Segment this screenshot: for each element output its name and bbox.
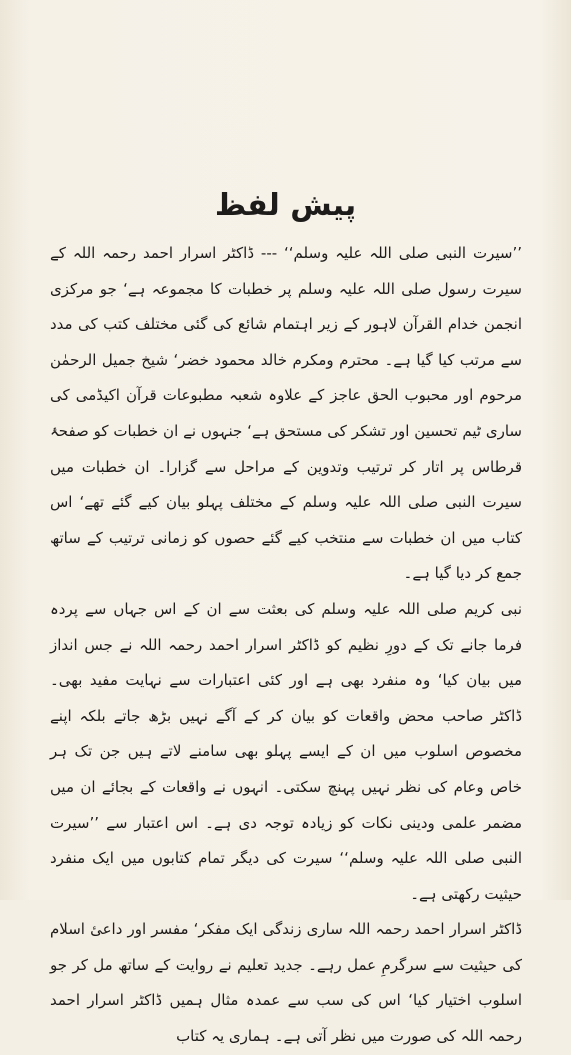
paragraph-3: ڈاکٹر اسرار احمد رحمہ اللہ ساری زندگی ایک مفکر‘ مفسر اور داعیٔ اسلام کی حیثیت سے سرگرمِ عمل رہے۔ جدید تعلیم نے روایت کے ساتھ مل کر جو اسلوب اختیار کیا‘ اس کی سب سے عمدہ مثال ہمیں ڈاکٹر اسرار احمد رحمہ اللہ کی صورت میں نظر آتی ہے۔ ہماری یہ کتاب: [50, 920, 522, 1046]
preface-body: [50, 236, 522, 1055]
paragraph-1: ’’سیرت النبی صلی اللہ علیہ وسلم‘‘ --- ڈاکٹر اسرار احمد رحمہ اللہ کے سیرت رسول صلی اللہ علیہ وسلم پر خطبات کا مجموعہ ہے‘ جو مرکزی انجمن خدام القرآن لاہور کے زیر اہتمام شائع کی گئی مختلف کتب کی مدد سے مرتب کیا گیا ہے۔ محترم ومکرم خالد محمود خضر‘ شیخ جمیل الرحمٰن مرحوم اور محبوب الحق عاجز کے علاوہ شعبہ مطبوعات قرآن اکیڈمی کی ساری ٹیم تحسین اور تشکر کی مستحق ہے‘ جنہوں نے ان خطبات کو صفحۂ قرطاس پر اتار کر ترتیب وتدوین کے مراحل سے گزارا۔ ان خطبات میں سیرت النبی صلی اللہ علیہ وسلم کے مختلف پہلو بیان کیے گئے تھے‘ اس کتاب میں ان خطبات سے منتخب کیے گئے حصوں کو زمانی ترتیب کے ساتھ جمع کر دیا گیا ہے۔: [50, 244, 522, 583]
paragraph-2: نبی کریم صلی اللہ علیہ وسلم کی بعثت سے ان کے اس جہاں سے پردہ فرما جانے تک کے دورِ نظیم کو ڈاکٹر اسرار احمد رحمہ اللہ نے جس انداز میں بیان کیا‘ وہ منفرد بھی ہے اور کئی اعتبارات سے نہایت مفید بھی۔ ڈاکٹر صاحب محض واقعات کو بیان کر کے آگے نہیں بڑھ جاتے بلکہ اپنے مخصوص اسلوب میں ان کے ایسے پہلو بھی سامنے لاتے ہیں جن تک ہر خاص وعام کی نظر نہیں پہنچ سکتی۔ انہوں نے واقعات کے بجائے ان میں مضمر علمی ودینی نکات کو زیادہ توجہ دی ہے۔ اس اعتبار سے ’’سیرت النبی صلی اللہ علیہ وسلم‘‘ سیرت کی دیگر تمام کتابوں میں ایک منفرد حیثیت رکھتی ہے۔: [50, 599, 522, 903]
page-title: پیش لفظ: [214, 188, 357, 224]
